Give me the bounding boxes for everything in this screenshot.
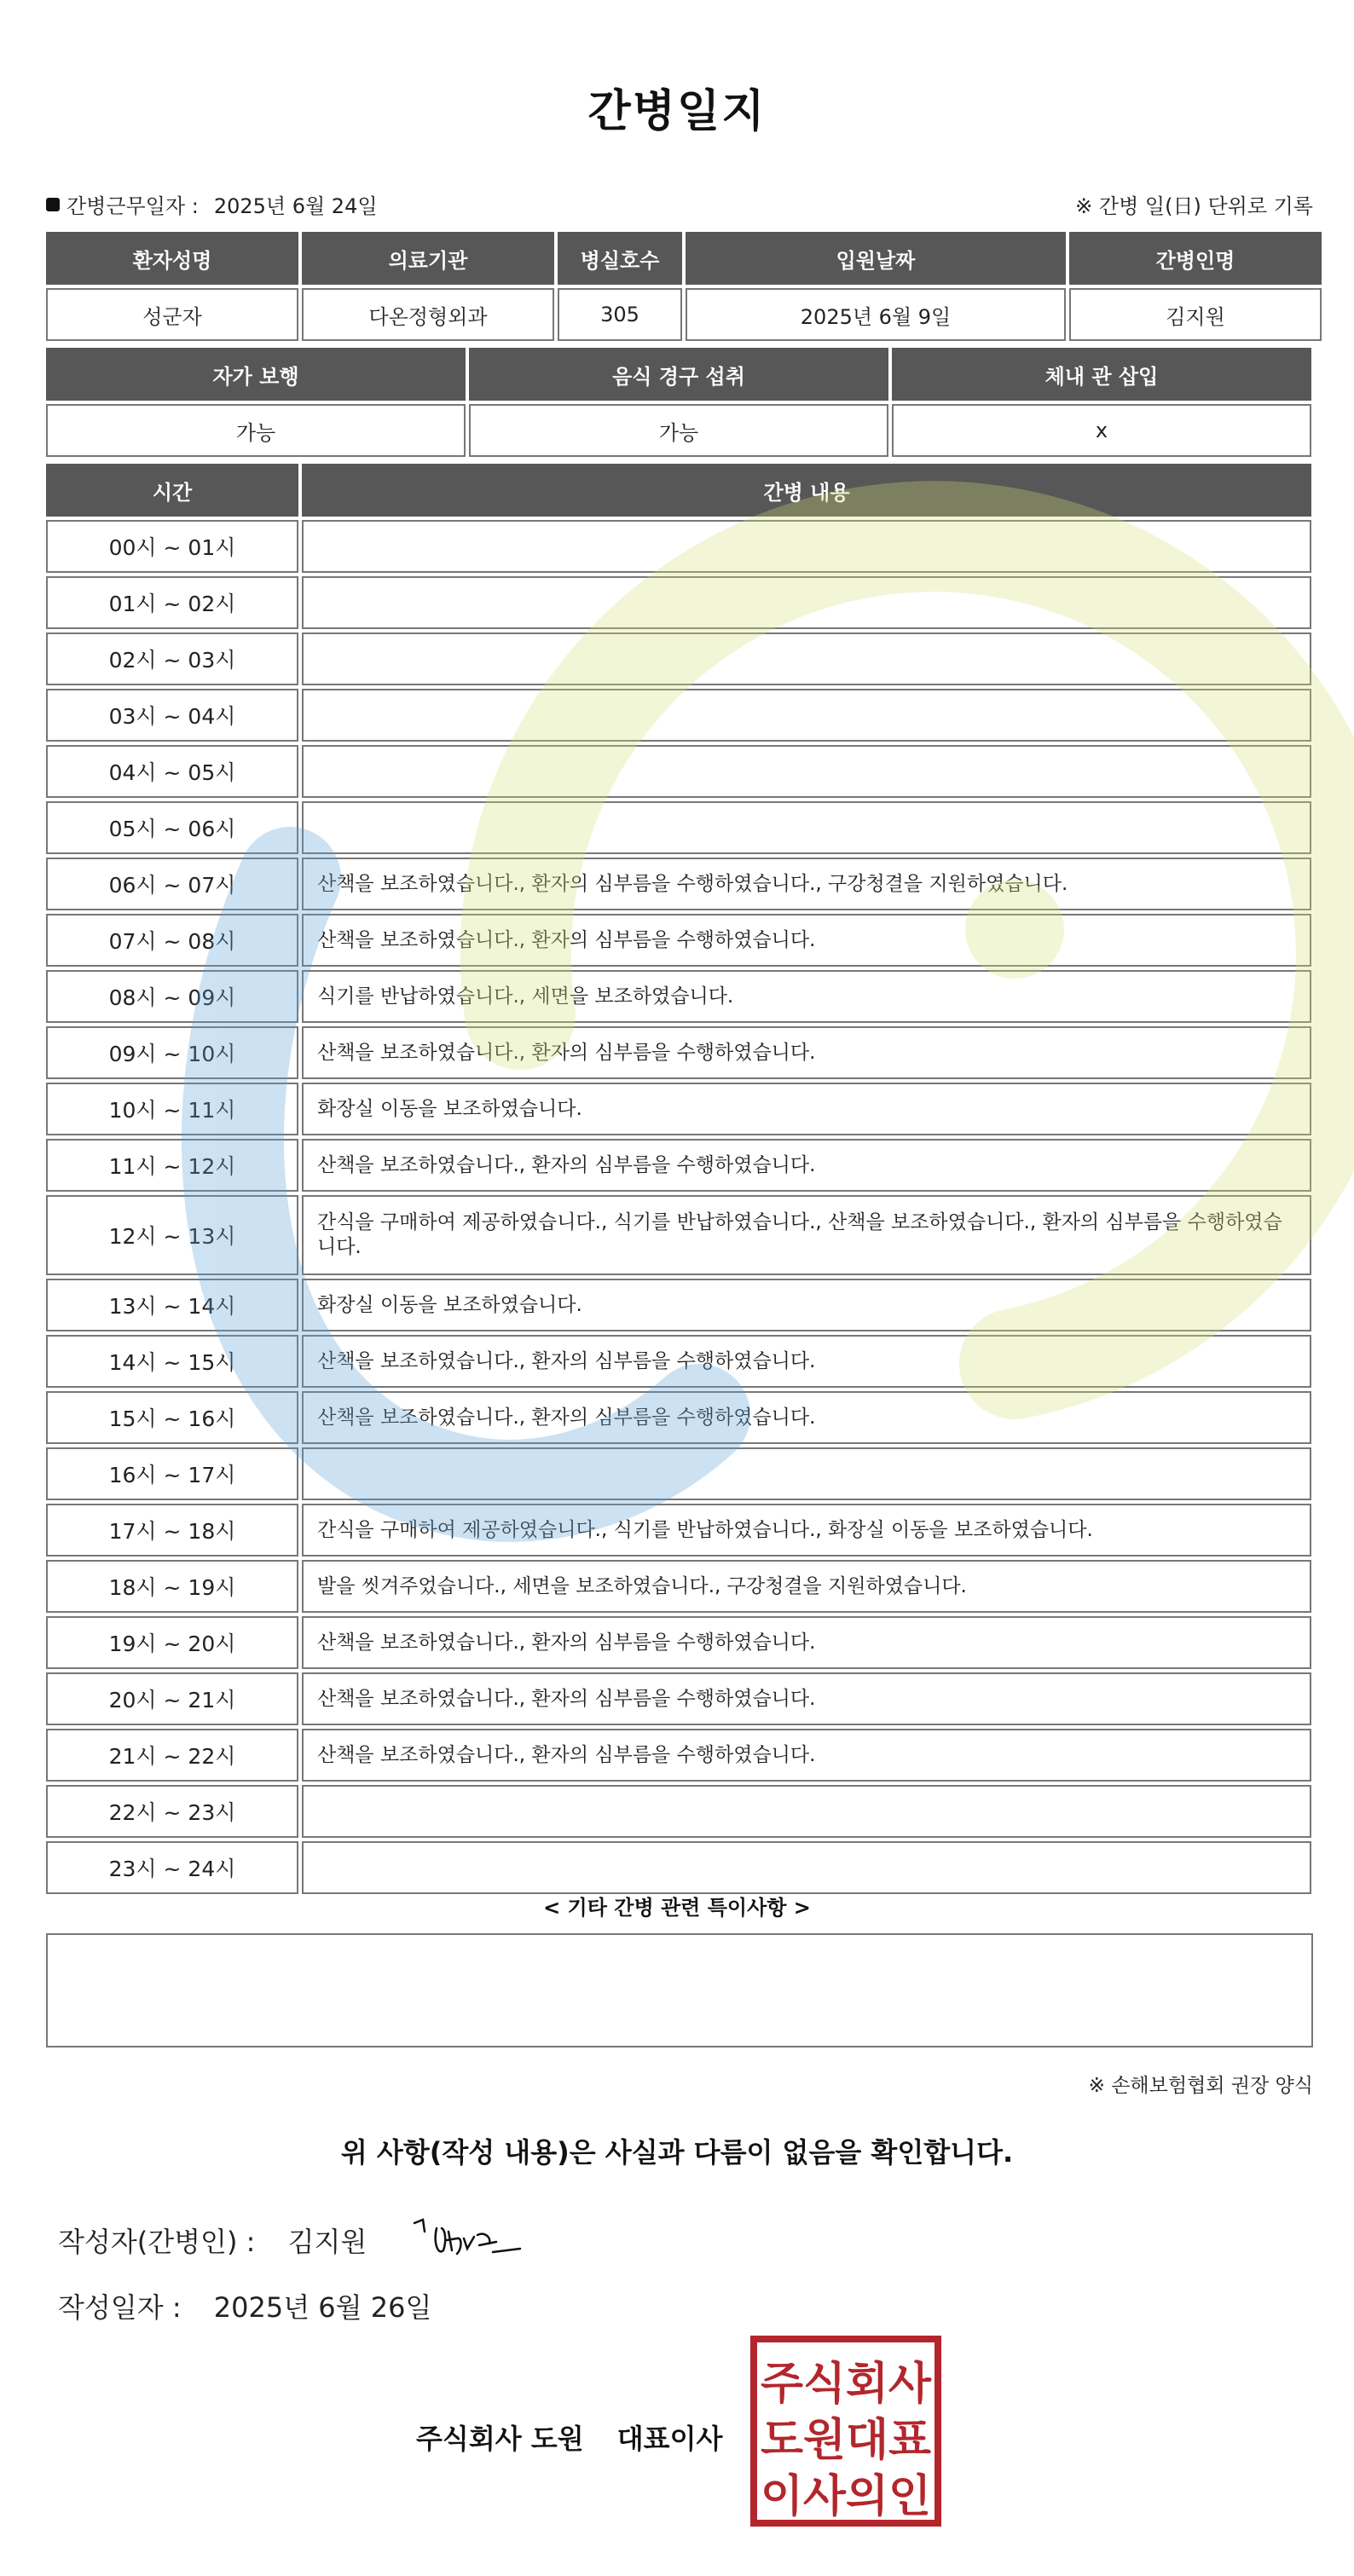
seal-line-3: 이사의인 [761,2471,931,2522]
confirmation-statement: 위 사항(작성 내용)은 사실과 다름이 없음을 확인합니다. [340,2136,1014,2169]
form-footnote: ※ 손해보험협회 권장 양식 [1088,2075,1313,2097]
admission-date: 2025년 6월 9일 [686,288,1066,341]
care-row-content: 산책을 보조하였습니다., 환자의 심부름을 수행하였습니다. [302,1616,1311,1669]
care-row [46,1279,1311,1331]
care-row-time: 15시 ~ 16시 [46,1391,298,1444]
self-walking-value: 가능 [46,404,466,457]
care-row-content: 산책을 보조하였습니다., 환자의 심부름을 수행하였습니다. [302,1672,1311,1725]
care-row-content: 간식을 구매하여 제공하였습니다., 식기를 반납하였습니다., 화장실 이동을 보조하였습니다. [302,1504,1311,1557]
header-hospital: 의료기관 [302,232,554,285]
care-row-time: 08시 ~ 09시 [46,970,298,1023]
care-row-time: 20시 ~ 21시 [46,1672,298,1725]
header-oral-intake: 음식 경구 섭취 [469,348,888,401]
written-date-label: 작성일자 : [58,2291,182,2324]
care-row [46,1785,1311,1838]
special-notes-box [46,1933,1313,2048]
header-self-walking: 자가 보행 [46,348,466,401]
care-log-table [43,460,1315,1897]
written-date-line [58,2286,431,2325]
company-line [416,2417,722,2457]
care-row-time: 16시 ~ 17시 [46,1447,298,1500]
care-row-content [302,632,1311,685]
care-row-time: 22시 ~ 23시 [46,1785,298,1838]
caregiver-name: 김지원 [1069,288,1322,341]
care-row-content: 산책을 보조하였습니다., 환자의 심부름을 수행하였습니다., 구강청결을 지원하였습니다. [302,858,1311,910]
care-row-time: 10시 ~ 11시 [46,1083,298,1135]
writer-label: 작성자(간병인) : [58,2226,256,2258]
care-row-content: 발을 씻겨주었습니다., 세면을 보조하였습니다., 구강청결을 지원하였습니다. [302,1560,1311,1613]
hospital-name: 다온정형외과 [302,288,554,341]
care-row-time: 02시 ~ 03시 [46,632,298,685]
care-row [46,801,1311,854]
care-row [46,970,1311,1023]
care-row [46,1139,1311,1192]
patient-status-table [43,344,1315,460]
care-row [46,1335,1311,1388]
care-row-time: 18시 ~ 19시 [46,1560,298,1613]
patient-info-table [43,228,1325,344]
header-care-content: 간병 내용 [302,464,1311,517]
header-tube-insertion: 체내 관 삽입 [892,348,1311,401]
care-row [46,1391,1311,1444]
seal-line-1: 주식회사 [761,2359,932,2410]
care-row [46,1504,1311,1557]
care-row [46,914,1311,967]
handwritten-signature [408,2206,527,2274]
patient-name: 성군자 [46,288,298,341]
care-row-time: 00시 ~ 01시 [46,520,298,573]
care-row-content [302,1841,1311,1894]
record-note: ※ 간병 일(日) 단위로 기록 [1075,194,1313,218]
header-patient-name: 환자성명 [46,232,298,285]
header-time: 시간 [46,464,298,517]
care-row-content [302,1447,1311,1500]
company-name: 주식회사 도원 [416,2423,584,2455]
care-row-time: 19시 ~ 20시 [46,1616,298,1669]
work-date [46,189,378,219]
header-caregiver: 간병인명 [1069,232,1322,285]
care-row [46,576,1311,629]
care-row-time: 01시 ~ 02시 [46,576,298,629]
care-row-content [302,745,1311,798]
care-row [46,858,1311,910]
care-row-content [302,1785,1311,1838]
header-room: 병실호수 [558,232,682,285]
bullet-square-icon [46,198,60,211]
care-row-content [302,689,1311,742]
work-date-label: 간병근무일자 : [67,194,199,218]
care-row-content: 산책을 보조하였습니다., 환자의 심부름을 수행하였습니다. [302,1139,1311,1192]
care-row-content [302,520,1311,573]
care-row-content: 식기를 반납하였습니다., 세면을 보조하였습니다. [302,970,1311,1023]
care-row-time: 04시 ~ 05시 [46,745,298,798]
care-row-time: 06시 ~ 07시 [46,858,298,910]
work-date-value: 2025년 6월 24일 [213,194,378,218]
company-title: 대표이사 [616,2423,723,2455]
room-number: 305 [558,288,682,341]
care-row [46,689,1311,742]
special-notes-label: < 기타 간병 관련 특이사항 > [543,1896,811,1920]
header-admission-date: 입원날짜 [686,232,1066,285]
oral-intake-value: 가능 [469,404,888,457]
document-title: 간병일지 [587,86,767,137]
care-row-content: 간식을 구매하여 제공하였습니다., 식기를 반납하였습니다., 산책을 보조하였습니다., 환자의 심부름을 수행하였습니다. [302,1195,1311,1275]
care-row [46,1195,1311,1275]
care-row-content: 화장실 이동을 보조하였습니다. [302,1083,1311,1135]
company-seal-stamp [750,2336,941,2527]
care-row-content: 산책을 보조하였습니다., 환자의 심부름을 수행하였습니다. [302,914,1311,967]
care-row-content: 산책을 보조하였습니다., 환자의 심부름을 수행하였습니다. [302,1026,1311,1079]
care-row [46,1616,1311,1669]
care-row [46,1729,1311,1782]
care-row-content [302,576,1311,629]
care-row-content [302,801,1311,854]
care-row-content: 화장실 이동을 보조하였습니다. [302,1279,1311,1331]
care-row [46,1083,1311,1135]
care-row-time: 03시 ~ 04시 [46,689,298,742]
care-row-content: 산책을 보조하였습니다., 환자의 심부름을 수행하였습니다. [302,1335,1311,1388]
care-row-time: 13시 ~ 14시 [46,1279,298,1331]
care-row-time: 14시 ~ 15시 [46,1335,298,1388]
care-row [46,745,1311,798]
care-row-time: 07시 ~ 08시 [46,914,298,967]
written-date-value: 2025년 6월 26일 [213,2291,432,2324]
care-row-content: 산책을 보조하였습니다., 환자의 심부름을 수행하였습니다. [302,1729,1311,1782]
care-row-content: 산책을 보조하였습니다., 환자의 심부름을 수행하였습니다. [302,1391,1311,1444]
care-row-time: 11시 ~ 12시 [46,1139,298,1192]
care-row-time: 12시 ~ 13시 [46,1195,298,1275]
care-row-time: 09시 ~ 10시 [46,1026,298,1079]
care-row [46,1841,1311,1894]
seal-line-2: 도원대표 [761,2415,931,2466]
writer-line [58,2221,367,2260]
care-row-time: 23시 ~ 24시 [46,1841,298,1894]
tube-insertion-value: x [892,404,1311,457]
care-row-time: 17시 ~ 18시 [46,1504,298,1557]
care-row [46,1672,1311,1725]
care-row-time: 21시 ~ 22시 [46,1729,298,1782]
care-row [46,520,1311,573]
writer-name: 김지원 [287,2226,367,2258]
care-row [46,1026,1311,1079]
care-row [46,1447,1311,1500]
care-row [46,1560,1311,1613]
care-row-time: 05시 ~ 06시 [46,801,298,854]
care-row [46,632,1311,685]
